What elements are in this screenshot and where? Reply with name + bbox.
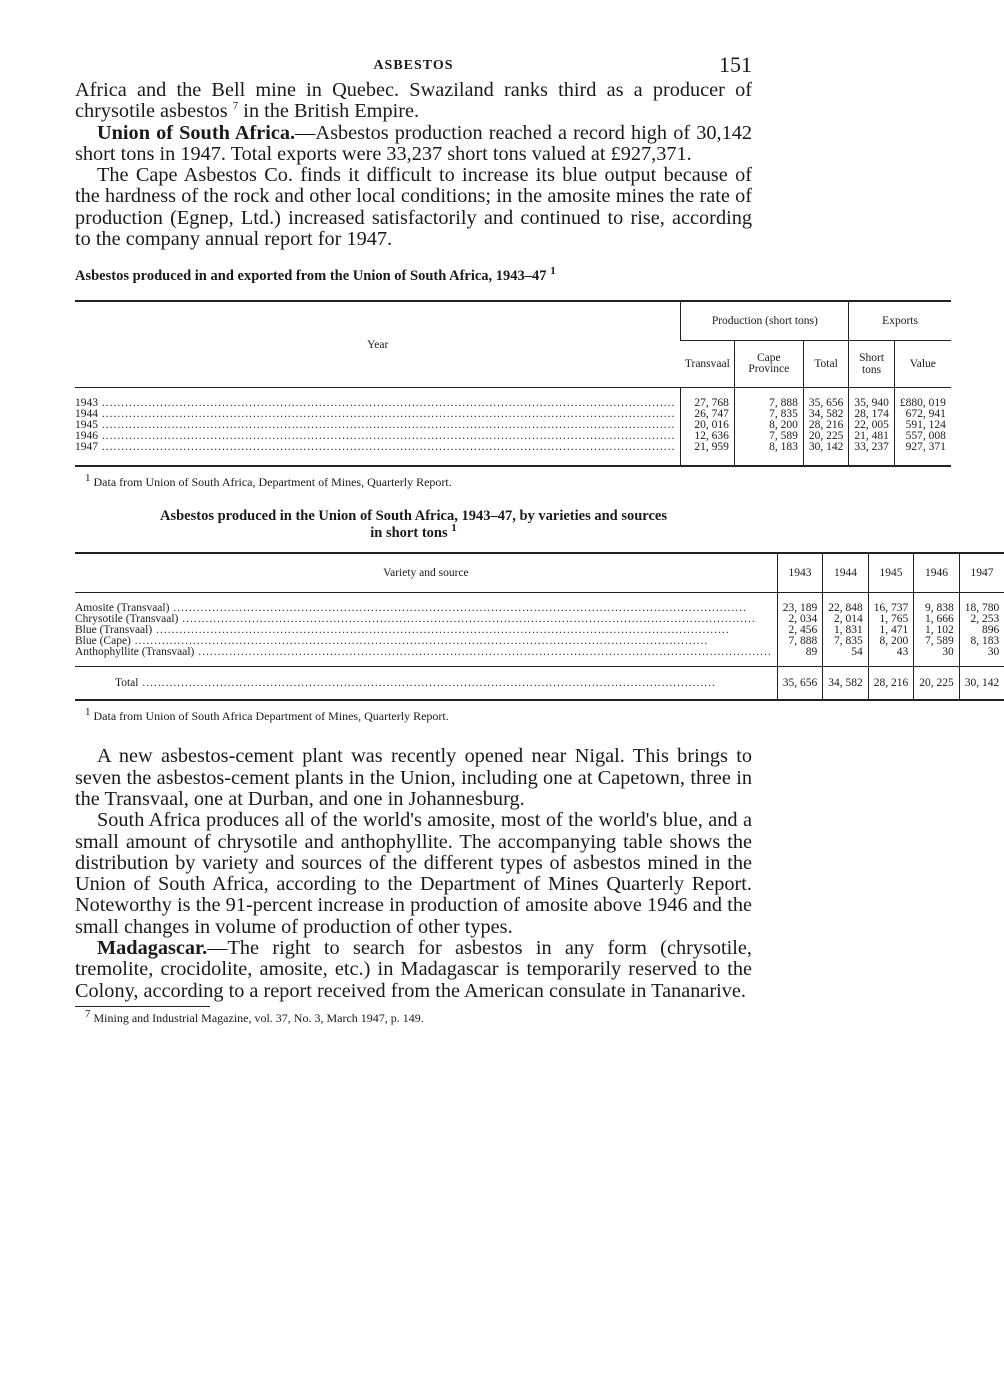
value-cell: 8, 200 bbox=[734, 420, 803, 431]
value-cell: 18, 780 bbox=[959, 603, 1004, 614]
variety-cell: Blue (Transvaal) ..... bbox=[75, 625, 777, 636]
year-cell: 1947 ..... bbox=[75, 442, 681, 453]
value-cell: 22, 848 bbox=[823, 603, 869, 614]
table2-footnote-mark: 1 bbox=[85, 706, 91, 719]
variety-cell: Blue (Cape) ..... bbox=[75, 636, 777, 647]
value-cell: 1, 666 bbox=[914, 614, 960, 625]
value-cell: 16, 737 bbox=[868, 603, 914, 614]
running-head bbox=[75, 50, 752, 80]
year-header: Year bbox=[75, 301, 681, 388]
value-cell: 30 bbox=[959, 647, 1004, 658]
total-label: Total ..... bbox=[75, 667, 777, 701]
value-cell: 1, 831 bbox=[823, 625, 869, 636]
value-cell: 2, 034 bbox=[777, 614, 823, 625]
value-cell: 89 bbox=[777, 647, 823, 658]
col-short-tons: Short tons bbox=[849, 341, 895, 388]
value-cell: 26, 747 bbox=[681, 409, 734, 420]
variety-cell: Anthophyllite (Transvaal) ..... bbox=[75, 647, 777, 658]
year-cell: 1945 ..... bbox=[75, 420, 681, 431]
col-value: Value bbox=[894, 341, 951, 388]
table2-title bbox=[75, 508, 752, 542]
page-number: 151 bbox=[719, 52, 752, 77]
value-cell: 12, 636 bbox=[681, 431, 734, 442]
col-variety-source: Variety and source bbox=[75, 553, 777, 593]
paragraph-madagascar bbox=[75, 938, 752, 1002]
col-total: Total bbox=[803, 341, 849, 388]
table2-footnote bbox=[85, 706, 752, 724]
total-cell: 28, 216 bbox=[868, 667, 914, 701]
paragraph-1 bbox=[75, 80, 752, 123]
table1-title-footnote-mark: 1 bbox=[550, 265, 556, 278]
paragraph-1-end: in the British Empire. bbox=[238, 100, 420, 123]
value-cell: 20, 016 bbox=[681, 420, 734, 431]
value-cell: 43 bbox=[868, 647, 914, 658]
table1-footnote bbox=[85, 472, 752, 490]
total-cell: 20, 225 bbox=[914, 667, 960, 701]
value-cell: 591, 124 bbox=[894, 420, 951, 431]
table1-footnote-text: Data from Union of South Africa, Department of Mines, Quarterly Report. bbox=[93, 475, 452, 490]
variety-cell: Chrysotile (Transvaal) ..... bbox=[75, 614, 777, 625]
col-1944: 1944 bbox=[823, 553, 869, 593]
value-cell: 1, 102 bbox=[914, 625, 960, 636]
value-cell: 7, 888 bbox=[734, 398, 803, 409]
value-cell: 54 bbox=[823, 647, 869, 658]
page-footnote-mark: 7 bbox=[85, 1007, 91, 1020]
value-cell: 8, 200 bbox=[868, 636, 914, 647]
value-cell: 9, 838 bbox=[914, 603, 960, 614]
value-cell: 30, 142 bbox=[803, 442, 849, 453]
value-cell: 1, 765 bbox=[868, 614, 914, 625]
value-cell: 7, 835 bbox=[734, 409, 803, 420]
variety-cell: Amosite (Transvaal) ..... bbox=[75, 603, 777, 614]
value-cell: 7, 589 bbox=[734, 431, 803, 442]
footnote-rule bbox=[75, 1006, 210, 1007]
paragraph-amosite: South Africa produces all of the world's amosite, most of the world's blue, and a small amount of chrysotile and anthophyllite. The accompanying table shows the distribution by variety and sources of the different types of asbestos mined in the Union of South Africa, according to the Department of Mines Quarterly Report. Noteworthy is the 91-percent increase in production of amosite above 1946 and the small changes in volume of production of other types. bbox=[75, 809, 752, 938]
col-cape-province-label: Cape Province bbox=[748, 352, 790, 376]
value-cell: 2, 014 bbox=[823, 614, 869, 625]
year-cell: 1943 ..... bbox=[75, 398, 681, 409]
value-cell: 927, 371 bbox=[894, 442, 951, 453]
paragraph-2-text: —Asbestos production reached a record high of 30,142 short tons in 1947. Total exports were 33,237 short tons valued at £927,371. bbox=[75, 121, 753, 165]
varieties-sources-table bbox=[75, 552, 1004, 701]
paragraph-cape-asbestos: The Cape Asbestos Co. finds it difficult to increase its blue output because of the hardness of the rock and other local conditions; in the amosite mines the rate of production (Egnep, Ltd.) increased satisfactorily and continued to rise, according to the company annual report for 1947. bbox=[75, 164, 752, 251]
value-cell: 7, 835 bbox=[823, 636, 869, 647]
page bbox=[75, 50, 1000, 1026]
paragraph-madagascar-text: —The right to search for asbestos in any form (chrysotile, tremolite, crocidolite, amosite, etc.) in Madagascar is temporarily reserved to the Colony, according to a report received from the American consulate in Tananarive. bbox=[75, 937, 752, 1002]
paragraph-1-text: Africa and the Bell mine in Quebec. Swaziland ranks third as a producer of chrysotile asbestos bbox=[75, 79, 752, 123]
running-title: ASBESTOS bbox=[373, 58, 454, 73]
value-cell: 23, 189 bbox=[777, 603, 823, 614]
value-cell: 33, 237 bbox=[849, 442, 895, 453]
production-group-header: Production (short tons) bbox=[681, 301, 849, 341]
year-cell: 1946 ..... bbox=[75, 431, 681, 442]
value-cell: 2, 253 bbox=[959, 614, 1004, 625]
col-1945: 1945 bbox=[868, 553, 914, 593]
table-row bbox=[75, 647, 1004, 658]
table1-footnote-mark: 1 bbox=[85, 472, 91, 485]
table2-footnote-text: Data from Union of South Africa Department of Mines, Quarterly Report. bbox=[93, 709, 449, 724]
col-transvaal: Transvaal bbox=[681, 341, 734, 388]
value-cell: 35, 656 bbox=[803, 398, 849, 409]
table2-title-line2: in short tons bbox=[370, 525, 448, 542]
value-cell: 21, 959 bbox=[681, 442, 734, 453]
col-cape-province bbox=[734, 341, 803, 388]
paragraph-union-south-africa bbox=[75, 123, 752, 166]
total-row bbox=[75, 667, 1004, 701]
exports-group-header: Exports bbox=[849, 301, 951, 341]
table2-title-footnote-mark: 1 bbox=[451, 522, 457, 535]
total-cell: 35, 656 bbox=[777, 667, 823, 701]
value-cell: 2, 456 bbox=[777, 625, 823, 636]
value-cell: 28, 174 bbox=[849, 409, 895, 420]
footnote-ref-7: 7 bbox=[232, 100, 239, 113]
page-footnote bbox=[85, 1007, 752, 1026]
value-cell: £880, 019 bbox=[894, 398, 951, 409]
value-cell: 896 bbox=[959, 625, 1004, 636]
value-cell: 8, 183 bbox=[734, 442, 803, 453]
total-cell: 34, 582 bbox=[823, 667, 869, 701]
col-1946: 1946 bbox=[914, 553, 960, 593]
production-exports-table bbox=[75, 300, 951, 467]
value-cell: 30 bbox=[914, 647, 960, 658]
section-head-union: Union of South Africa. bbox=[97, 121, 296, 144]
page-footnote-text: Mining and Industrial Magazine, vol. 37, No. 3, March 1947, p. 149. bbox=[93, 1010, 424, 1025]
value-cell: 8, 183 bbox=[959, 636, 1004, 647]
value-cell: 35, 940 bbox=[849, 398, 895, 409]
table1-title-text: Asbestos produced in and exported from the Union of South Africa, 1943–47 bbox=[75, 268, 547, 285]
value-cell: 21, 481 bbox=[849, 431, 895, 442]
value-cell: 557, 008 bbox=[894, 431, 951, 442]
value-cell: 20, 225 bbox=[803, 431, 849, 442]
paragraph-cement-plant: A new asbestos-cement plant was recently opened near Nigal. This brings to seven the asbestos-cement plants in the Union, including one at Capetown, three in the Transvaal, one at Durban, and one in Johannesburg. bbox=[75, 745, 752, 810]
value-cell: 22, 005 bbox=[849, 420, 895, 431]
value-cell: 34, 582 bbox=[803, 409, 849, 420]
value-cell: 7, 589 bbox=[914, 636, 960, 647]
section-head-madagascar: Madagascar. bbox=[97, 937, 208, 960]
value-cell: 28, 216 bbox=[803, 420, 849, 431]
table2-title-line1: Asbestos produced in the Union of South Africa, 1943–47, by varieties and sources bbox=[159, 508, 667, 525]
value-cell: 27, 768 bbox=[681, 398, 734, 409]
year-cell: 1944 ..... bbox=[75, 409, 681, 420]
col-1947: 1947 bbox=[959, 553, 1004, 593]
value-cell: 1, 471 bbox=[868, 625, 914, 636]
total-cell: 30, 142 bbox=[959, 667, 1004, 701]
value-cell: 7, 888 bbox=[777, 636, 823, 647]
table-row bbox=[75, 442, 951, 453]
value-cell: 672, 941 bbox=[894, 409, 951, 420]
table1-title bbox=[75, 265, 752, 285]
col-1943: 1943 bbox=[777, 553, 823, 593]
